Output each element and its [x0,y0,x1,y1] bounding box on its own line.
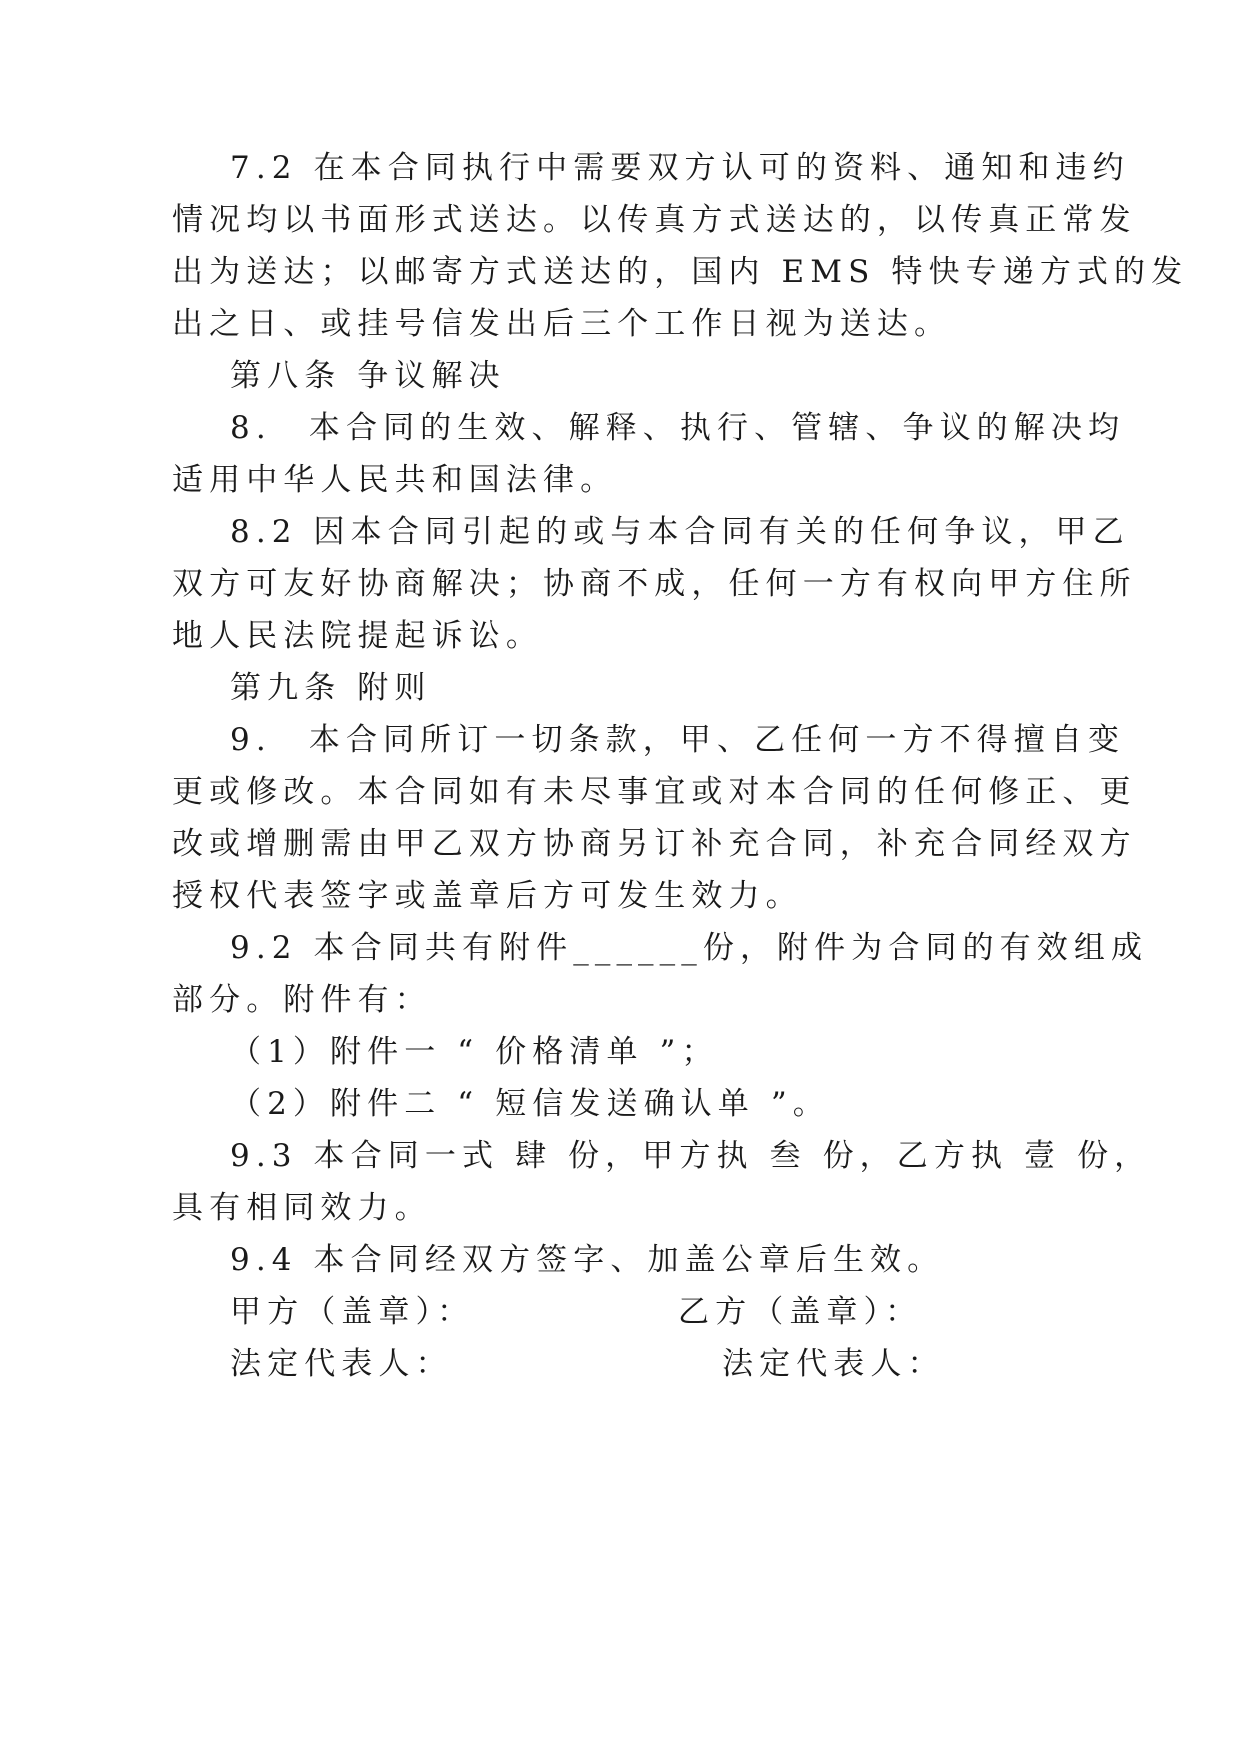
clause-8-2-line-3: 地人民法院提起诉讼。 [172,618,543,654]
clause-9-line-3: 改或增删需由甲乙双方协商另订补充合同，补充合同经双方 [172,826,1137,862]
clause-8-2-line-1: 8.2 因本合同引起的或与本合同有关的任何争议，甲乙 [230,514,1130,550]
clause-8-line-1: 8. 本合同的生效、解释、执行、管辖、争议的解决均 [230,410,1126,446]
party-a-seal-label: 甲方（盖章）： [230,1294,475,1330]
clause-9-3-line-2: 具有相同效力。 [172,1190,432,1226]
clause-9-3-line-1: 9.3 本合同一式 肆 份，甲方执 叁 份，乙方执 壹 份， [230,1138,1152,1174]
attachment-2: （2）附件二 “ 短信发送确认单 ”。 [230,1086,830,1122]
clause-7-2-line-1: 7.2 在本合同执行中需要双方认可的资料、通知和违约 [230,150,1130,186]
clause-8-line-2: 适用中华人民共和国法律。 [172,462,618,498]
clause-9-2-line-1: 9.2 本合同共有附件______份，附件为合同的有效组成 [230,930,1149,966]
clause-7-2-line-2: 情况均以书面形式送达。以传真方式送达的，以传真正常发 [172,202,1137,238]
party-b-seal-label: 乙方（盖章）： [678,1294,923,1330]
article-9-heading: 第九条 附则 [230,670,432,706]
party-a-rep-label: 法定代表人： [230,1346,453,1382]
article-8-heading: 第八条 争议解决 [230,358,506,394]
clause-9-line-1: 9. 本合同所订一切条款，甲、乙任何一方不得擅自变 [230,722,1126,758]
attachment-1: （1）附件一 “ 价格清单 ”； [230,1034,719,1070]
clause-9-line-4: 授权代表签字或盖章后方可发生效力。 [172,878,803,914]
party-b-rep-label: 法定代表人： [722,1346,945,1382]
clause-9-2-line-2: 部分。附件有： [172,982,432,1018]
clause-9-line-2: 更或修改。本合同如有未尽事宜或对本合同的任何修正、更 [172,774,1137,810]
clause-8-2-line-2: 双方可友好协商解决；协商不成，任何一方有权向甲方住所 [172,566,1137,602]
clause-7-2-line-4: 出之日、或挂号信发出后三个工作日视为送达。 [172,306,952,342]
clause-9-4: 9.4 本合同经双方签字、加盖公章后生效。 [230,1242,945,1278]
clause-7-2-line-3: 出为送达；以邮寄方式送达的，国内 EMS 特快专递方式的发 [172,254,1189,290]
